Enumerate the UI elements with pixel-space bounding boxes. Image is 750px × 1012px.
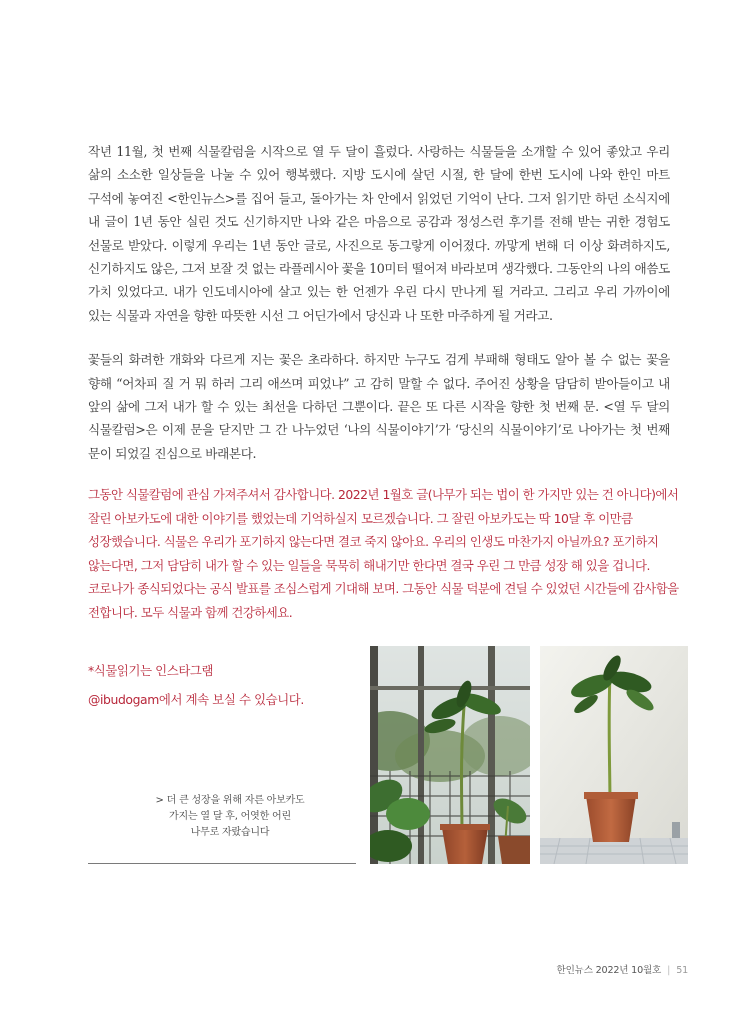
article-body xyxy=(88,140,670,465)
article-paragraph-2: 꽃들의 화려한 개화와 다르게 지는 꽃은 초라하다. 하지만 누구도 검게 부패해 형태도 알아 볼 수 없는 꽃을 향해 “어차피 질 거 뭐 하러 그리 애쓰며 피었냐” 고 감히 말할 수 없다. 주어진 상황을 담담히 받아들이고 내 앞의 삶에 그저 내가 할 수 있는 최선을 다하던 그뿐이다. 끝은 또 다른 시작을 향한 첫 번째 문. <열 두 달의 식물칼럼>은 이제 문을 닫지만 그 간 나누었던 ‘나의 식물이야기’가 ‘당신의 식물이야기’로 나아가는 첫 번째 문이 되었길 진심으로 바래본다. xyxy=(88,352,670,461)
instagram-note-line1: *식물읽기는 인스타그램 xyxy=(88,663,214,678)
instagram-note xyxy=(88,656,368,714)
publication-name: 한인뉴스 2022년 10월호 xyxy=(556,965,662,976)
article-paragraph-1: 작년 11월, 첫 번째 식물칼럼을 시작으로 열 두 달이 흘렀다. 사랑하는 식물들을 소개할 수 있어 좋았고 우리 삶의 소소한 일상들을 나눌 수 있어 행복했다. 지방 도시에 살던 시절, 한 달에 한번 도시에 나와 한인 마트 구석에 놓여진 <한인뉴스>를 집어 들고, 돌아가는 차 안에서 읽었던 기억이 난다. 그저 읽기만 하던 소식지에 내 글이 1년 동안 실린 것도 신기하지만 나와 같은 마음으로 공감과 정성스런 후기를 전해 받는 귀한 경험도 선물로 받았다. 이렇게 우리는 1년 동안 글로, 사진으로 동그랗게 이어졌다. 까맣게 변해 더 이상 화려하지도, 신기하지도 않은, 그저 보잘 것 없는 라플레시아 꽃을 10미터 떨어져 바라보며 생각했다. 그동안의 나의 애씀도 가치 있었다고. 내가 인도네시아에 살고 있는 한 언젠가 우린 다시 만나게 될 거라고. 그리고 우리 가까이에 있는 식물과 자연을 향한 따뜻한 시선 그 어딘가에서 당신과 나 또한 마주하게 될 거라고. xyxy=(88,144,670,323)
closing-note: 그동안 식물칼럼에 관심 가져주셔서 감사합니다. 2022년 1월호 글(나무가 되는 법이 한 가지만 있는 건 아니다)에서 잘린 아보카도에 대한 이야기를 했었는데 기억하실지 모르겠습니다. 그 잘린 아보카도는 딱 10달 후 이만큼 성장했습니다. 식물은 우리가 포기하지 않는다면 결코 죽지 않아요. 우리의 인생도 마찬가지 아닐까요? 포기하지 않는다면, 그저 담담히 내가 할 수 있는 일들을 묵묵히 해내기만 한다면 결국 우린 그 만큼 성장 해 있을 겁니다. 코로나가 종식되었다는 공식 발표를 조심스럽게 기대해 보며. 그동안 식물 덕분에 견딜 수 있었던 시간들에 감사함을 전합니다. 모두 식물과 함께 건강하세요. xyxy=(88,487,679,620)
caption-divider xyxy=(88,863,356,864)
photo-caption-line3: 나무로 자랐습니다 xyxy=(190,827,270,838)
page-footer xyxy=(557,962,688,976)
instagram-note-line2: @ibudogam에서 계속 보실 수 있습니다. xyxy=(88,692,304,707)
footer-separator: | xyxy=(667,965,671,976)
avocado-photo-window xyxy=(370,646,530,864)
photo-caption xyxy=(112,793,348,841)
page-number: 51 xyxy=(676,965,688,976)
avocado-photo-wall xyxy=(540,646,688,864)
photo-caption-line2: 가지는 열 달 후, 어엿한 어린 xyxy=(169,811,291,822)
photo-caption-line1: > 더 큰 성장을 위해 자른 아보카도 xyxy=(155,795,305,806)
